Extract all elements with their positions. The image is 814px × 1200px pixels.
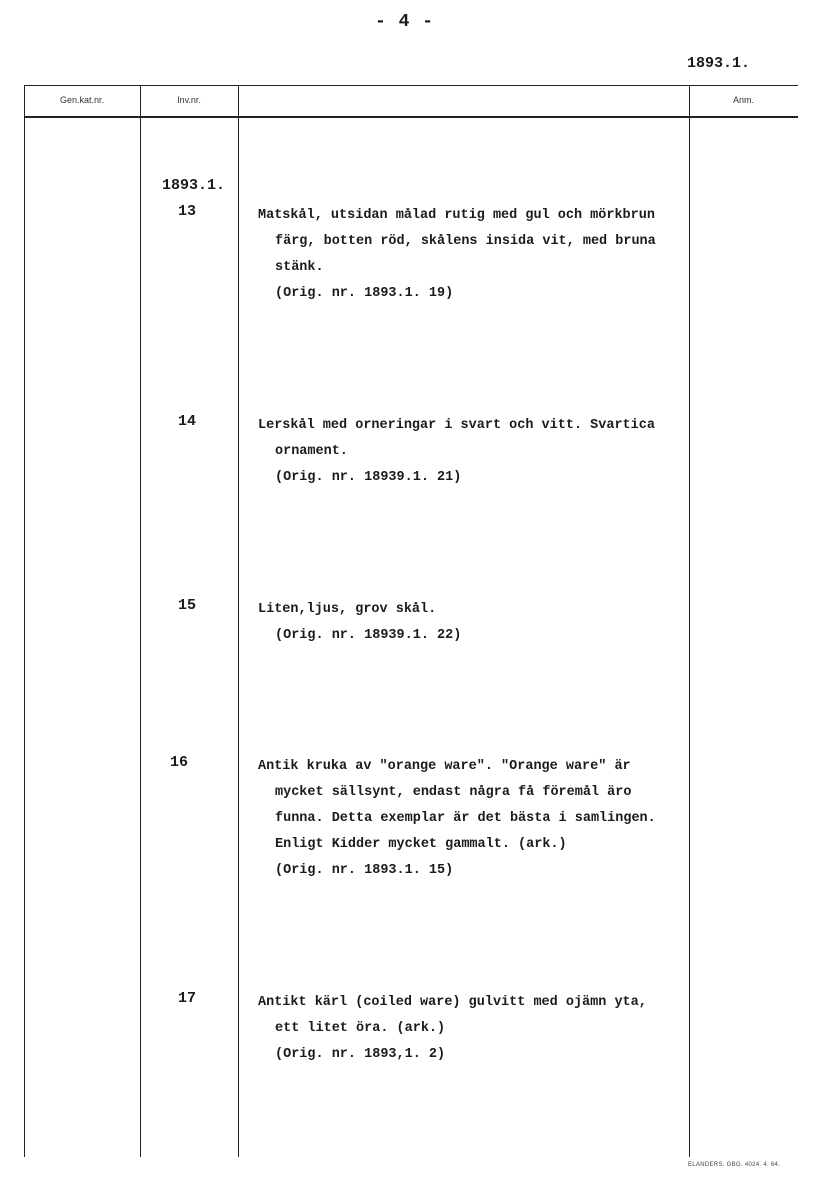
column-divider-inv-desc	[238, 85, 239, 1157]
description-line: ett litet öra. (ark.)	[275, 1021, 446, 1036]
inv-number: 17	[178, 990, 197, 1007]
column-divider-left	[24, 85, 25, 1157]
description-line: (Orig. nr. 1893.1. 19)	[275, 286, 454, 301]
description-line: (Orig. nr. 18939.1. 21)	[275, 470, 462, 485]
entry-description	[258, 754, 698, 884]
description-line: färg, botten röd, skålens insida vit, med bruna	[275, 234, 656, 249]
description-line: (Orig. nr. 1893.1. 15)	[275, 863, 454, 878]
description-line: mycket sällsynt, endast några få föremål äro	[275, 785, 632, 800]
header-gen-kat-nr: Gen.kat.nr.	[59, 95, 105, 105]
description-line: Enligt Kidder mycket gammalt. (ark.)	[275, 837, 567, 852]
description-line: funna. Detta exemplar är det bästa i samlingen.	[275, 811, 656, 826]
inv-number: 13	[178, 203, 197, 220]
description-line: (Orig. nr. 18939.1. 22)	[275, 628, 462, 643]
entry-description	[258, 203, 698, 307]
group-label: 1893.1.	[162, 177, 226, 194]
column-divider-gen-inv	[140, 85, 141, 1157]
printer-imprint: ELANDERS. GBG. 4024. 4. 64.	[688, 1162, 781, 1168]
description-line: ornament.	[275, 444, 348, 459]
description-line: stänk.	[275, 260, 324, 275]
description-line: Antikt kärl (coiled ware) gulvitt med ojämn yta,	[258, 995, 647, 1010]
description-line: Lerskål med orneringar i svart och vitt. Svartica	[258, 418, 655, 433]
entry-description	[258, 413, 698, 491]
page-number: - 4 -	[375, 12, 435, 32]
description-line: (Orig. nr. 1893,1. 2)	[275, 1047, 446, 1062]
inv-number: 14	[178, 413, 197, 430]
entry-description	[258, 990, 698, 1068]
header-inv-nr: Inv.nr.	[177, 95, 201, 105]
description-line: Matskål, utsidan målad rutig med gul och mörkbrun	[258, 208, 655, 223]
inv-number: 16	[170, 754, 189, 771]
inv-number: 15	[178, 597, 197, 614]
catalog-id: 1893.1.	[687, 55, 751, 72]
description-line: Liten,ljus, grov skål.	[258, 602, 437, 617]
description-line: Antik kruka av "orange ware". "Orange ware" är	[258, 759, 631, 774]
header-anm: Anm.	[732, 95, 754, 105]
entry-description	[258, 597, 698, 649]
